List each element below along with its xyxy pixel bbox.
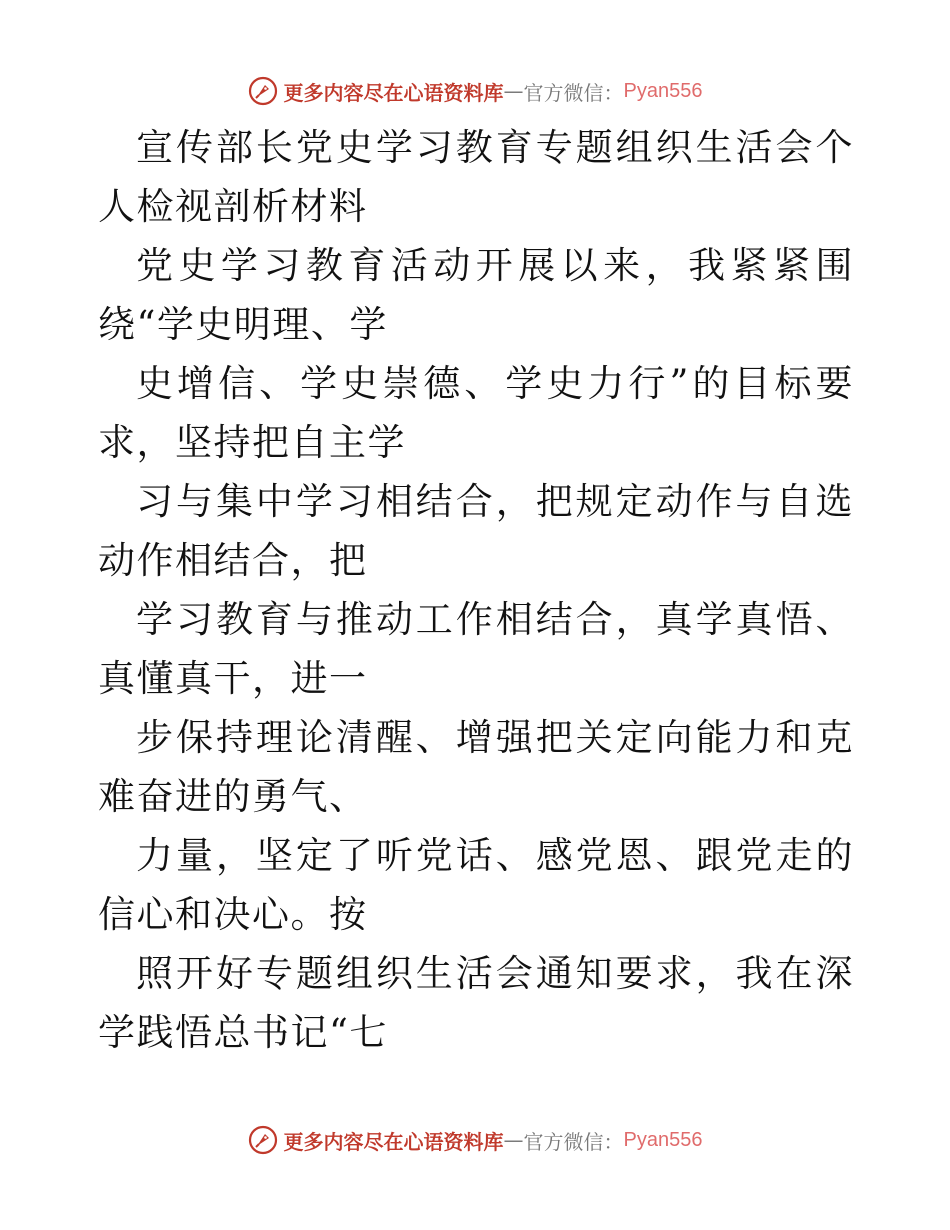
- body-paragraph: 史增信、学史崇德、学史力行”的目标要求，坚持把自主学: [98, 362, 854, 464]
- body-paragraph: 学习教育与推动工作相结合，真学真悟、真懂真干，进一: [98, 598, 854, 700]
- watermark-wechat-id: Pyan556: [623, 79, 703, 102]
- body-paragraph: 步保持理论清醒、增强把关定向能力和克难奋进的勇气、: [98, 716, 854, 818]
- header-watermark: [0, 71, 950, 111]
- watermark-brand-text: 更多内容尽在心语资料库: [283, 80, 504, 105]
- watermark-wechat-label: 官方微信：: [523, 1129, 624, 1154]
- watermark-wechat-label: 官方微信：: [523, 80, 624, 105]
- pen-nib-logo-icon: [248, 1125, 278, 1155]
- body-paragraph: 习与集中学习相结合，把规定动作与自选动作相结合，把: [98, 480, 854, 582]
- document-body: [98, 118, 854, 1062]
- footer-watermark: [0, 1120, 950, 1160]
- body-paragraph: 党史学习教育活动开展以来，我紧紧围绕“学史明理、学: [98, 244, 854, 346]
- watermark-wechat-id: Pyan556: [623, 1128, 703, 1151]
- watermark-separator: —: [503, 79, 524, 103]
- watermark-brand-text: 更多内容尽在心语资料库: [283, 1129, 504, 1154]
- body-paragraph: 力量，坚定了听党话、感党恩、跟党走的信心和决心。按: [98, 834, 854, 936]
- watermark-separator: —: [503, 1128, 524, 1152]
- body-paragraph: 照开好专题组织生活会通知要求，我在深学践悟总书记“七: [98, 952, 854, 1054]
- document-title-paragraph: 宣传部长党史学习教育专题组织生活会个人检视剖析材料: [98, 126, 854, 228]
- pen-nib-logo-icon: [248, 76, 278, 106]
